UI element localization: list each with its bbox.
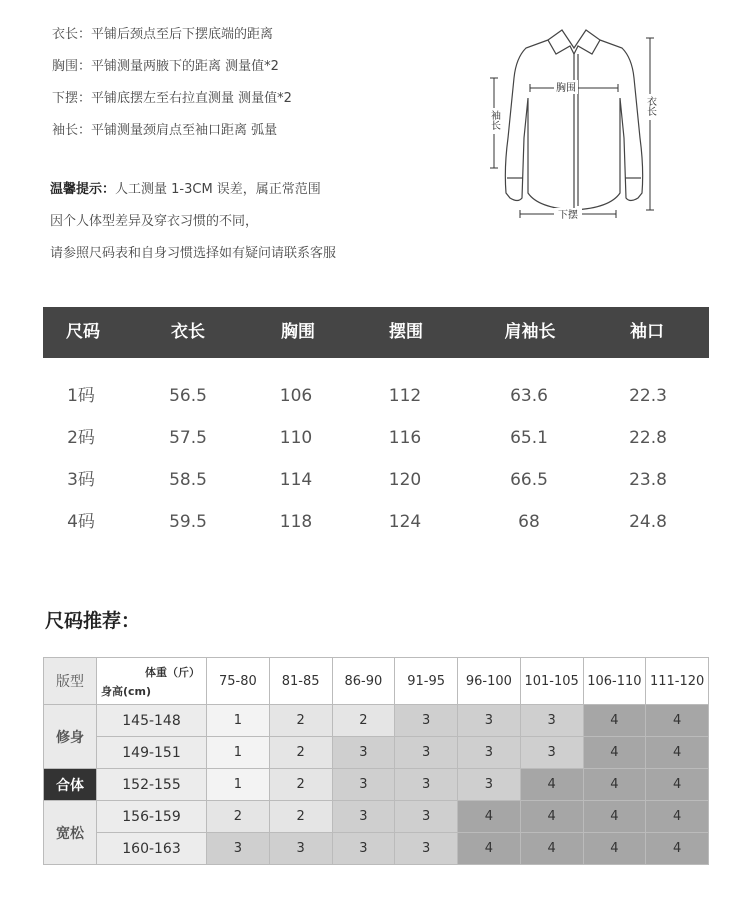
tips-line-1: 温馨提示：人工测量 1-3CM 误差，属正常范围 <box>50 182 321 197</box>
weight-col: 91-95 <box>395 658 458 705</box>
size-header-hem: 摆围 <box>389 322 423 342</box>
table-row: 宽松 156-159 2 2 3 3 4 4 4 4 <box>44 801 709 833</box>
definition-chest: 胸围：平铺测量两腋下的距离 测量值*2 <box>52 59 279 74</box>
definition-sleeve: 袖长：平铺测量颈肩点至袖口距离 弧量 <box>52 123 278 138</box>
fit-loose: 宽松 <box>44 801 97 865</box>
recommend-title: 尺码推荐： <box>45 610 141 632</box>
height-cell: 156-159 <box>97 801 207 833</box>
size-row: 4码 59.5 118 124 68 24.8 <box>67 512 667 532</box>
weight-height-header <box>97 658 207 705</box>
size-header-chest: 胸围 <box>281 322 315 342</box>
size-header-length: 衣长 <box>171 322 205 342</box>
fit-slim: 修身 <box>44 705 97 769</box>
weight-col: 96-100 <box>458 658 521 705</box>
size-table-header <box>43 307 709 358</box>
weight-col: 86-90 <box>332 658 395 705</box>
table-row: 149-151 1 2 3 3 3 3 4 4 <box>44 737 709 769</box>
tips-line-2: 因个人体型差异及穿衣习惯的不同， <box>50 214 259 229</box>
size-row: 1码 56.5 106 112 63.6 22.3 <box>67 386 667 406</box>
diagram-hem-label: 下摆 <box>558 210 578 221</box>
definition-hem: 下摆：平铺底摆左至右拉直测量 测量值*2 <box>52 91 292 106</box>
weight-col: 75-80 <box>207 658 270 705</box>
size-header-size: 尺码 <box>66 322 100 342</box>
height-header: 身高(cm) <box>101 685 152 698</box>
height-cell: 160-163 <box>97 833 207 865</box>
height-cell: 149-151 <box>97 737 207 769</box>
height-cell: 152-155 <box>97 769 207 801</box>
fit-regular: 合体 <box>44 769 97 801</box>
size-row: 2码 57.5 110 116 65.1 22.8 <box>67 428 667 448</box>
diagram-chest-label: 胸围 <box>556 83 576 94</box>
shirt-measurement-diagram <box>478 18 678 228</box>
size-recommendation-table <box>43 657 709 865</box>
tips-line-3: 请参照尺码表和自身习惯选择如有疑问请联系客服 <box>50 246 337 261</box>
table-row: 160-163 3 3 3 3 4 4 4 4 <box>44 833 709 865</box>
size-row: 3码 58.5 114 120 66.5 23.8 <box>67 470 667 490</box>
weight-col: 101-105 <box>520 658 583 705</box>
weight-col: 111-120 <box>646 658 709 705</box>
definition-length: 衣长：平铺后颈点至后下摆底端的距离 <box>52 27 274 42</box>
size-header-cuff: 袖口 <box>630 322 664 342</box>
weight-col: 81-85 <box>269 658 332 705</box>
weight-col: 106-110 <box>583 658 646 705</box>
recommend-header-row <box>44 658 709 705</box>
fit-header: 版型 <box>44 658 97 705</box>
table-row: 修身 145-148 1 2 2 3 3 3 4 4 <box>44 705 709 737</box>
table-row: 合体 152-155 1 2 3 3 3 4 4 4 <box>44 769 709 801</box>
size-header-shoulder-sleeve: 肩袖长 <box>504 322 556 342</box>
diagram-sleeve-label: 袖长 <box>488 110 500 130</box>
weight-header: 体重（斤） <box>145 666 200 679</box>
diagram-length-label: 衣长 <box>644 96 656 116</box>
height-cell: 145-148 <box>97 705 207 737</box>
